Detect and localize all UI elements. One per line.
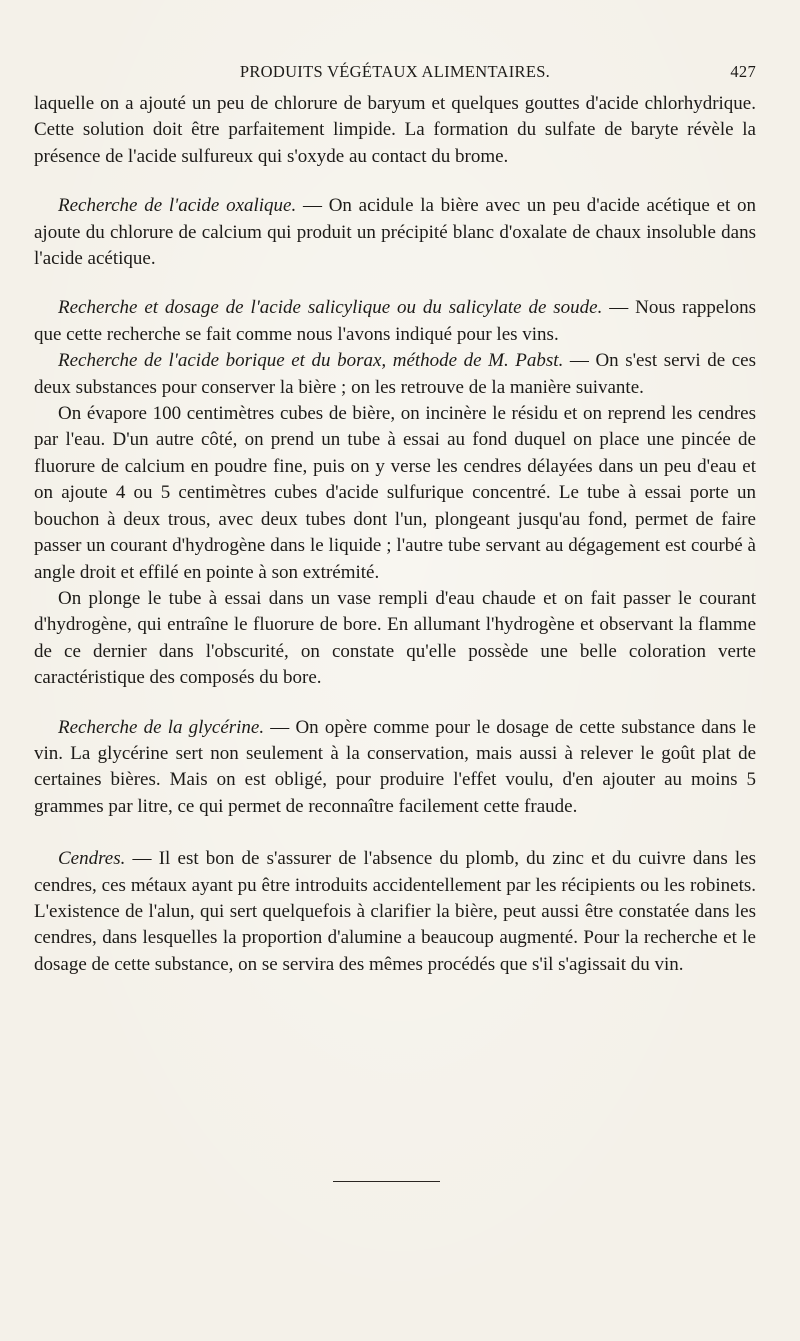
paragraph-text: — Il est bon de s'assurer de l'absence du plomb, du zinc et du cuivre dans les cendres, ces métaux ayant pu être introduits accidentellement par les récipients ou les robinets. L'existence de l'alun, qui sert quelquefois à clarifier la bière, peut aussi être constatée dans les cendres, dans lesquelles la proportion d'alumine a beaucoup augmenté. Pour la recherche et le dosage de cette substance, on se servira des mêmes procédés que s'il s'agissait du vin. [34, 848, 756, 975]
paragraph-ashes [34, 846, 756, 978]
page-header [34, 62, 756, 86]
section-heading: Recherche et dosage de l'acide salicylique ou du salicylate de soude. [58, 297, 603, 319]
paragraph-text: — On acidule la bière avec un peu d'acide acétique et on ajoute du chlorure de calcium qui produit un précipité blanc d'oxalate de chaux insoluble dans l'acide acétique. [34, 195, 756, 270]
paragraph-continuation [34, 91, 756, 170]
section-heading: Recherche de l'acide oxalique. [58, 195, 297, 217]
paragraph-boric-flame [34, 586, 756, 692]
paragraph-boric-acid [34, 348, 756, 401]
paragraph-text: — On opère comme pour le dosage de cette substance dans le vin. La glycérine sert non seulement à la conservation, mais aussi à relever le goût plat de certaines bières. Mais on est obligé, pour produire l'effet voulu, d'en ajouter au moins 5 grammes par litre, ce qui permet de reconnaître facilement cette fraude. [34, 716, 756, 817]
paragraph-text: On évapore 100 centimètres cubes de bière, on incinère le résidu et on reprend les cendres par l'eau. D'un autre côté, on prend un tube à essai au fond duquel on place une pincée de fluorure de calcium en poudre fine, puis on y verse les cendres délayées dans un peu d'eau et on ajoute 4 ou 5 centimètres cubes d'acide sulfurique concentré. Le tube à essai porte un bouchon à deux trous, avec deux tubes dont l'un, plongeant jusqu'au fond, permet de faire passer un courant d'hydrogène dans le liquide ; l'autre tube servant au dégagement est courbé à angle droit et effilé en pointe à son extrémité. [34, 403, 756, 583]
paragraph-text: On plonge le tube à essai dans un vase rempli d'eau chaude et on fait passer le courant d'hydrogène, qui entraîne le fluorure de bore. En allumant l'hydrogène et observant la flamme de ce dernier dans l'obscurité, on constate qu'elle possède une belle coloration verte caractéristique des composés du bore. [34, 587, 756, 689]
paragraph-oxalic-acid [34, 193, 756, 272]
section-heading: Recherche de la glycérine. [58, 716, 265, 738]
paragraph-text: laquelle on a ajouté un peu de chlorure de baryum et quelques gouttes d'acide chlorhydrique. Cette solution doit être parfaitement limpide. La formation du sulfate de baryte révèle la présence de l'acide sulfureux qui s'oxyde au contact du brome. [34, 93, 756, 167]
body-text [34, 91, 756, 978]
paragraph-salicylic-acid [34, 295, 756, 348]
section-heading: Cendres. [58, 848, 126, 870]
section-heading: Recherche de l'acide borique et du borax, méthode de M. Pabst. [58, 350, 564, 372]
paragraph-boric-procedure [34, 401, 756, 586]
end-rule [333, 1181, 440, 1182]
paragraph-text: — Nous rappelons que cette recherche se fait comme nous l'avons indiqué pour les vins. [34, 297, 756, 345]
running-title: PRODUITS VÉGÉTAUX ALIMENTAIRES. [239, 62, 551, 81]
paragraph-text: — On s'est servi de ces deux substances pour conserver la bière ; on les retrouve de la manière suivante. [34, 350, 756, 398]
page-number: 427 [730, 62, 756, 81]
paragraph-glycerin [34, 715, 756, 821]
